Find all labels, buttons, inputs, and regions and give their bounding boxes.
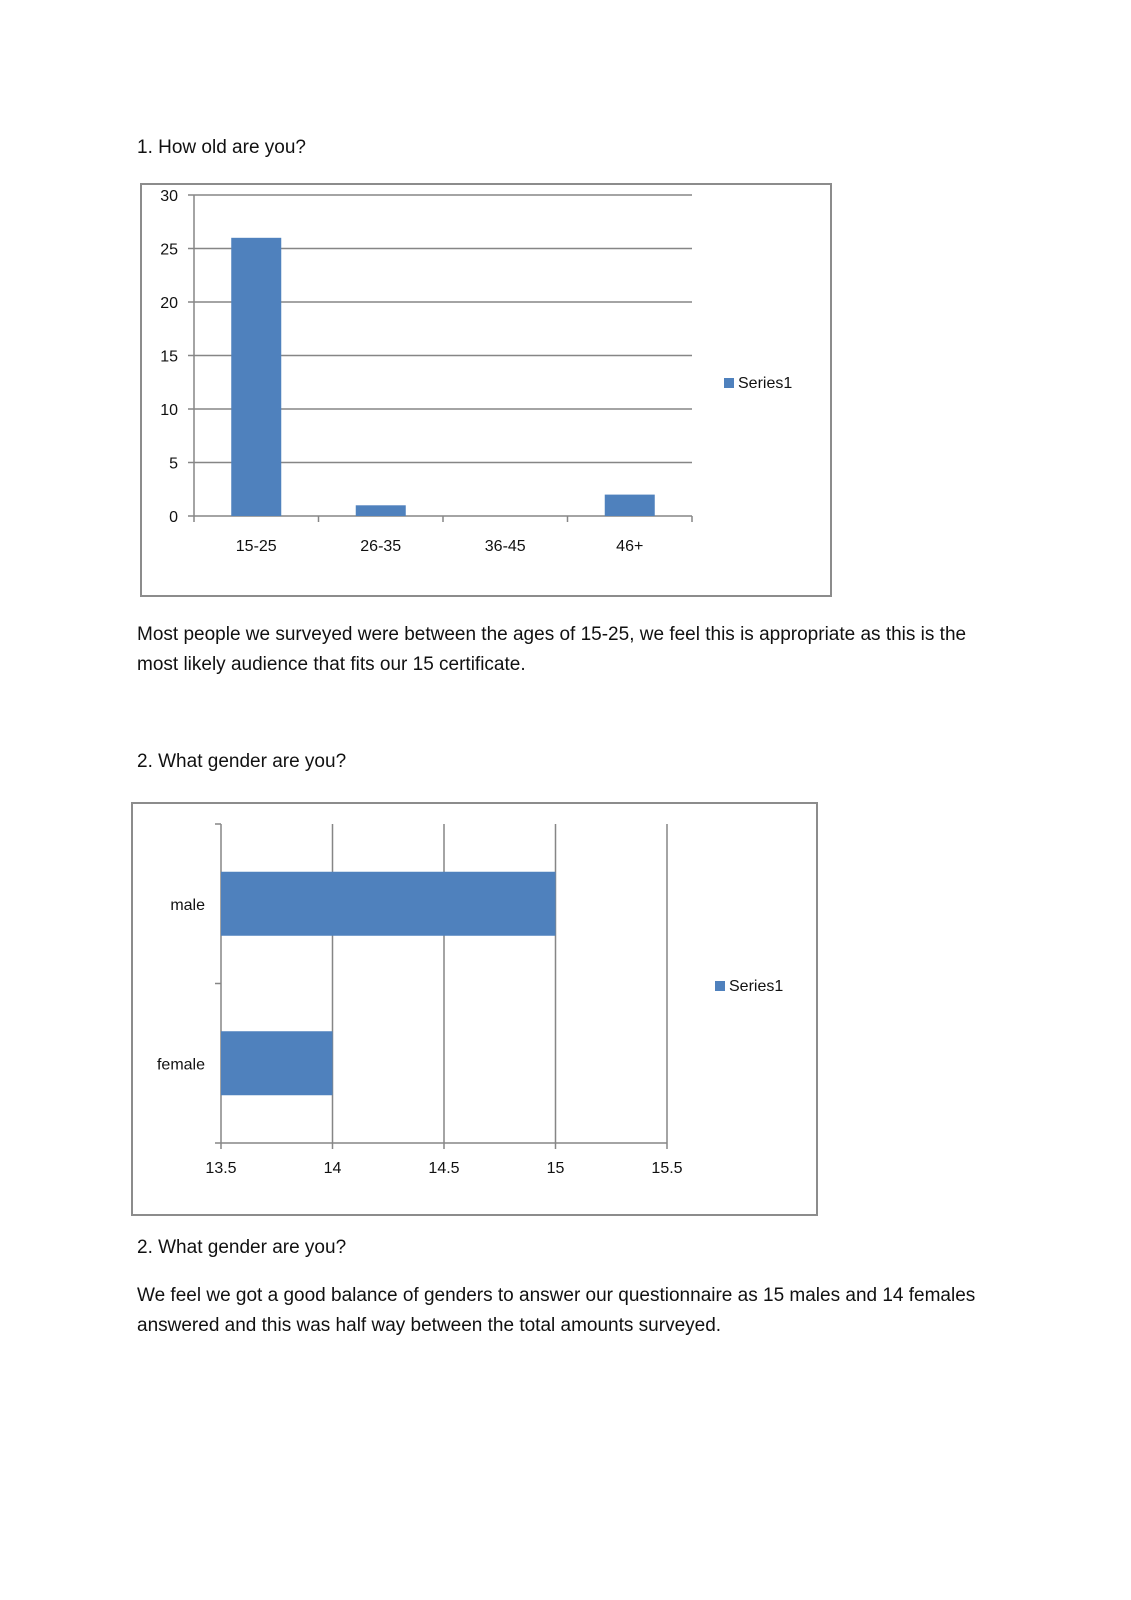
legend-label: Series1 (738, 375, 793, 392)
bar-female (221, 1031, 333, 1095)
x-tick-label: 14 (323, 1160, 342, 1177)
question-2-caption: 2. What gender are you? (137, 1237, 347, 1258)
y-tick-label: male (170, 896, 205, 914)
x-tick-label: 15 (546, 1160, 565, 1177)
x-tick-label: 36-45 (484, 538, 526, 555)
y-tick-label: female (156, 1056, 205, 1074)
age-bar-chart (142, 185, 830, 595)
x-tick-label: 15-25 (235, 538, 277, 555)
x-tick-label: 14.5 (428, 1160, 460, 1177)
x-tick-label: 46+ (616, 538, 644, 555)
y-tick-label: 10 (160, 402, 178, 419)
y-tick-label: 15 (160, 348, 178, 366)
y-tick-label: 0 (169, 509, 178, 526)
bar-26-35 (356, 505, 406, 516)
y-tick-label: 20 (160, 295, 178, 312)
question-2-analysis: We feel we got a good balance of genders to answer our questionnaire as 15 males and 14 females answered and this was half way between the total amounts surveyed. (137, 1285, 976, 1336)
x-tick-label: 26-35 (360, 538, 402, 555)
age-chart-frame (140, 183, 832, 597)
bar-male (221, 872, 556, 936)
question-2-heading: 2. What gender are you? (137, 751, 347, 772)
gender-chart-frame (131, 802, 818, 1216)
x-tick-label: 13.5 (205, 1160, 237, 1177)
bar-15-25 (231, 238, 281, 516)
question-1-analysis: Most people we surveyed were between the ages of 15-25, we feel this is appropriate as this is the most likely audience that fits our 15 certificate. (137, 624, 967, 675)
x-tick-label: 15.5 (651, 1160, 683, 1177)
y-tick-label: 5 (169, 455, 178, 473)
legend-swatch (715, 981, 725, 991)
gender-bar-chart (133, 804, 816, 1214)
legend-swatch (724, 378, 734, 388)
y-tick-label: 25 (160, 241, 178, 259)
question-1-heading: 1. How old are you? (137, 137, 306, 158)
legend-label: Series1 (729, 978, 784, 995)
bar-46+ (605, 495, 655, 516)
y-tick-label: 30 (160, 188, 178, 205)
